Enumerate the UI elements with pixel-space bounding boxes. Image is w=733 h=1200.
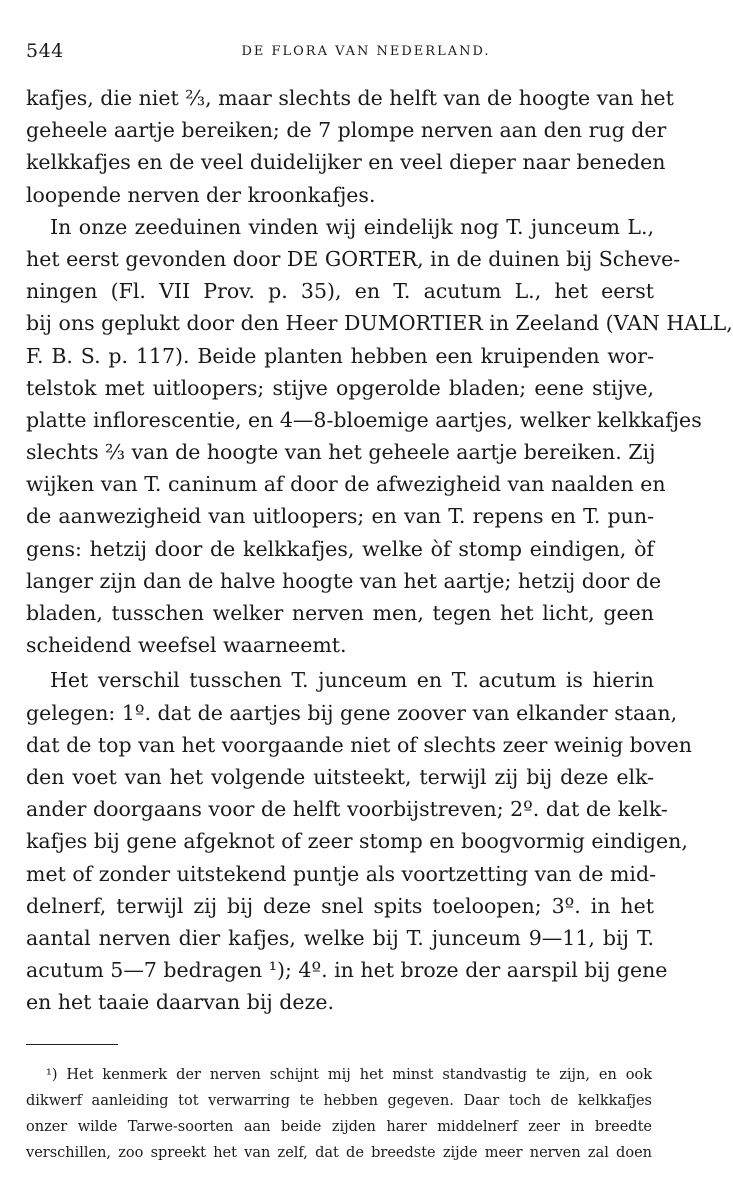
footnote-divider bbox=[26, 1044, 118, 1045]
text-line: gens: hetzij door de kelkkafjes, welke òf stomp eindigen, òf bbox=[26, 536, 654, 561]
text-line: de aanwezigheid van uitloopers; en van T. repens en T. pun- bbox=[26, 504, 654, 529]
text-line: bladen, tusschen welker nerven men, tegen het licht, geen bbox=[26, 601, 654, 625]
footnote-line: onzer wilde Tarwe-soorten aan beide zijden harer middelnerf zeer in breedte bbox=[26, 1119, 652, 1135]
text-line: ningen (Fl. VII Prov. p. 35), en T. acutum L., het eerst bbox=[26, 279, 654, 304]
text-line: loopende nerven der kroonkafjes. bbox=[26, 182, 376, 207]
text-line: langer zijn dan de halve hoogte van het aartje; hetzij door de bbox=[26, 568, 662, 593]
footnote bbox=[26, 1062, 652, 1166]
text-line: aantal nerven dier kafjes, welke bij T. junceum 9—11, bij T. bbox=[26, 925, 654, 950]
text-line: den voet van het volgende uitsteekt, terwijl zij bij deze elk- bbox=[26, 764, 654, 789]
text-line: wijken van T. caninum af door de afwezigheid van naalden en bbox=[26, 472, 666, 497]
text-line: delnerf, terwijl zij bij deze snel spits toeloopen; 3º. in het bbox=[26, 893, 654, 918]
text-line: acutum 5—7 bedragen ¹); 4º. in het broze der aarspil bij gene bbox=[26, 958, 668, 983]
footnote-line: ¹) Het kenmerk der nerven schijnt mij het minst standvastig te zijn, en ook bbox=[46, 1067, 652, 1083]
page-number: 544 bbox=[26, 40, 64, 62]
text-line: het eerst gevonden door DE GORTER, in de duinen bij Scheve- bbox=[26, 246, 681, 271]
text-line: dat de top van het voorgaande niet of slechts zeer weinig boven bbox=[26, 732, 692, 757]
text-line: bij ons geplukt door den Heer DUMORTIER in Zeeland (VAN HALL, bbox=[26, 311, 733, 336]
footnote-line: dikwerf aanleiding tot verwarring te hebben gegeven. Daar toch de kelkkafjes bbox=[26, 1093, 652, 1109]
text-line: geheele aartje bereiken; de 7 plompe nerven aan den rug der bbox=[26, 118, 667, 143]
text-line: kafjes bij gene afgeknot of zeer stomp en boogvormig eindigen, bbox=[26, 829, 688, 854]
body-text bbox=[26, 82, 733, 1018]
text-line: met of zonder uitstekend puntje als voortzetting van de mid- bbox=[26, 861, 657, 886]
text-line: platte inflorescentie, en 4—8-bloemige aartjes, welker kelkkafjes bbox=[26, 407, 702, 432]
text-line: F. B. S. p. 117). Beide planten hebben een kruipenden wor- bbox=[26, 343, 654, 368]
text-line: slechts ⅔ van de hoogte van het geheele aartje bereiken. Zij bbox=[26, 440, 656, 465]
text-line: en het taaie daarvan bij deze. bbox=[26, 990, 334, 1015]
text-line: scheidend weefsel waarneemt. bbox=[26, 633, 347, 658]
text-line: ander doorgaans voor de helft voorbijstreven; 2º. dat de kelk- bbox=[26, 797, 668, 822]
text-line: gelegen: 1º. dat de aartjes bij gene zoover van elkander staan, bbox=[26, 700, 678, 725]
text-line: kafjes, die niet ⅔, maar slechts de helft van de hoogte van het bbox=[26, 86, 674, 110]
footnote-line: verschillen, zoo spreekt het van zelf, dat de breedste zijde meer nerven zal doen bbox=[26, 1145, 652, 1161]
text-line: kelkkafjes en de veel duidelijker en veel dieper naar beneden bbox=[26, 150, 666, 175]
page-header bbox=[26, 40, 656, 66]
paragraph-start-line: In onze zeeduinen vinden wij eindelijk nog T. junceum L., bbox=[50, 214, 654, 239]
text-line: telstok met uitloopers; stijve opgerolde bladen; eene stijve, bbox=[26, 375, 654, 400]
running-head: DE FLORA VAN NEDERLAND. bbox=[241, 44, 491, 59]
paragraph-start-line: Het verschil tusschen T. junceum en T. acutum is hierin bbox=[50, 668, 654, 693]
